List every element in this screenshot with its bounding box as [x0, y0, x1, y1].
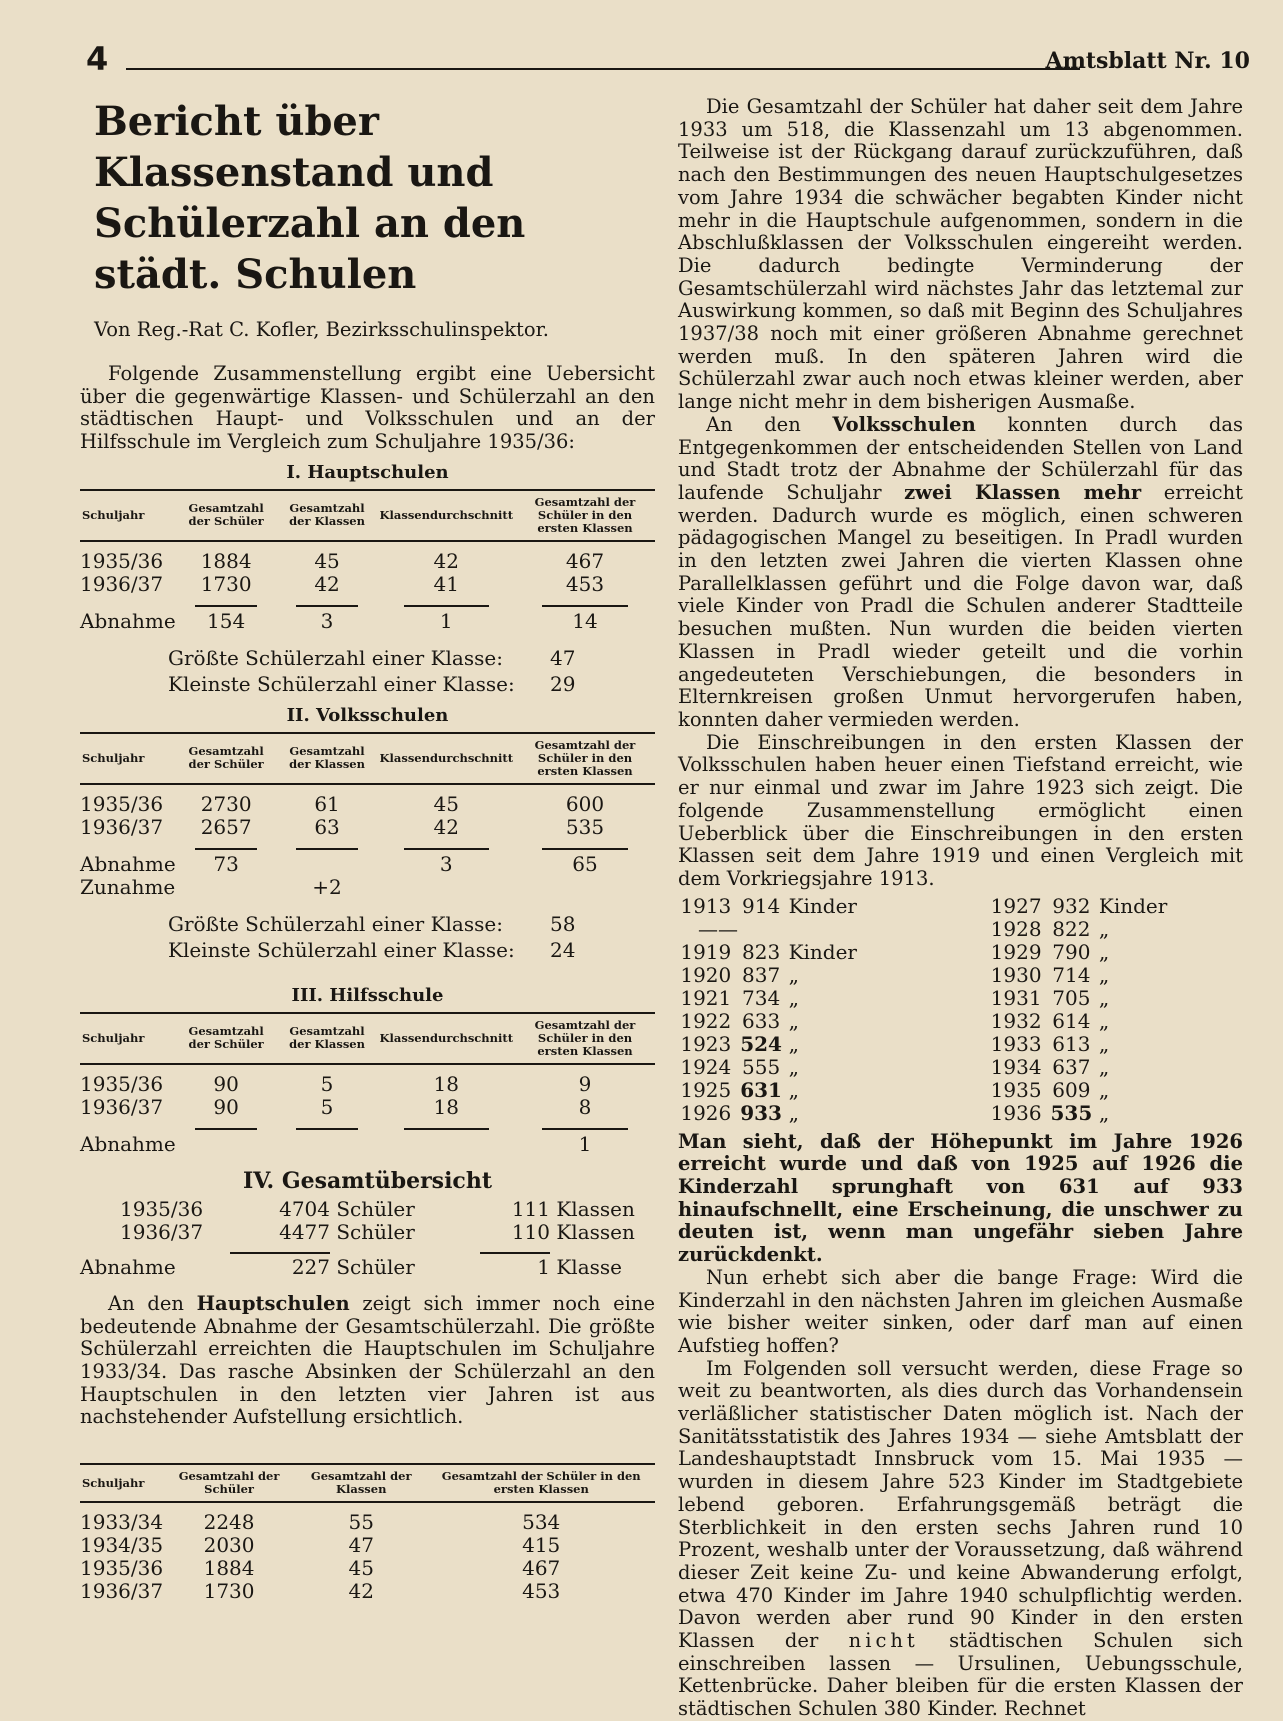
table-row: 1935/36 4704 Schüler 111 Klassen: [120, 1196, 635, 1221]
section-title-gesamt: IV. Gesamtübersicht: [243, 1167, 492, 1194]
right-paragraph-5: Nun erhebt sich aber die bange Frage: Wird die Kinderzahl in den nächsten Jahren im gleichen Ausmaße wie bisher weiter sinken, oder darf man auf einen Aufstieg hoffen?: [678, 1265, 1243, 1357]
section-title-hauptschulen: I. Hauptschulen: [286, 461, 449, 483]
col-header-avg: Klassendurchschnitt: [379, 507, 514, 522]
table-row-increase: Zunahme +2: [80, 874, 342, 899]
publication-name: Amtsblatt Nr. 10: [1045, 48, 1250, 74]
table-row: 1935/36 2730 61 45 600: [80, 791, 605, 816]
section-title-volksschulen: II. Volksschulen: [286, 704, 449, 726]
right-paragraph-2: An den Volksschulen konnten durch das Entgegenkommen der entscheidenden Stellen von Land und Stadt trotz der Abnahme der Schülerzahl für das laufende Schuljahr zwei Klassen mehr erreicht werden. Dadurch wurde es möglich, einen schweren pädagogischen Mangel zu beseitigen. In Pradl wurden in den letzten zwei Jahren die vierten Klassen ohne Parallelklassen geführt und die Folge davon war, daß viele Kinder von Pradl die Schulen anderer Stadtteile besuchen mußten. Nun wurden die beiden vierten Klassen in Pradl wieder geteilt und die vorhin angedeuteten Verschiebungen, die besonders in Elternkreisen großen Unmut hervorgerufen haben, konnten daher vermieden werden.: [678, 412, 1243, 731]
intro-paragraph: Folgende Zusammenstellung ergibt eine Uebersicht über die gegenwärtige Klassen- und Schülerzahl an den städtischen Haupt- und Volksschulen und an der Hilfsschule im Vergleich zum Schuljahre 1935/36:: [80, 362, 655, 454]
table-row-decrease: Abnahme 227 Schüler 1 Klasse: [80, 1254, 622, 1279]
enrollment-row: 1922 633 „ 1932 614 „: [680, 1008, 1110, 1033]
enrollment-row: 1925 631 „ 1935 609 „: [680, 1077, 1110, 1102]
table-row: 1936/37 2657 63 42 535: [80, 814, 605, 839]
section-title-hilfsschule: III. Hilfsschule: [291, 984, 444, 1006]
right-paragraph-1: Die Gesamtzahl der Schüler hat daher seit dem Jahre 1933 um 518, die Klassenzahl um 13 abgenommen. Teilweise ist der Rückgang darauf zurückzuführen, daß nach den Bestimmungen des neuen Hauptschulgesetzes vom Jahre 1934 die schwächer begabten Kinder nicht mehr in die Hauptschule aufgenommen, sondern in die Abschlußklassen der Volksschulen eingereiht werden. Die dadurch bedingte Verminderung der Gesamtschülerzahl wird nächstes Jahr das letztemal zur Auswirkung kommen, so daß mit Beginn des Schuljahres 1937/38 noch mit einer größeren Abnahme gerechnet werden muß. In den späteren Jahren wird die Schülerzahl zwar auch noch etwas kleiner werden, aber lange nicht mehr in dem bisherigen Ausmaße.: [678, 95, 1243, 414]
enrollment-row: 1920 837 „ 1930 714 „: [680, 962, 1110, 987]
page-number: 4: [86, 40, 109, 78]
hauptschulen-trend-table: Schuljahr Gesamtzahl der Schüler Gesamtzahl der Klassen Gesamtzahl der Schüler in den ersten Klassen 1933/34 2248 55 534 1934/35 2030 47 415 1935/36 1884 45 467 1936/37 1730 42 453: [80, 1463, 655, 1603]
article-byline: Von Reg.-Rat C. Kofler, Bezirksschulinspektor.: [94, 318, 550, 341]
table-row: 1934/35 2030 47 415: [80, 1533, 561, 1558]
volksschulen-extremes: Größte Schülerzahl einer Klasse: 58 Kleinste Schülerzahl einer Klasse: 24: [168, 911, 576, 962]
table-row: 1935/36 1884 45 42 467: [80, 548, 605, 573]
hauptschulen-extremes: Größte Schülerzahl einer Klasse: 47 Kleinste Schülerzahl einer Klasse: 29: [168, 645, 576, 696]
table-row: 1933/34 2248 55 534: [80, 1510, 561, 1535]
subtotal-rule: [80, 1119, 655, 1133]
table-row: 1936/37 90 5 18 8: [80, 1094, 592, 1119]
gesamt-table: [80, 1198, 655, 1279]
subtotal-rule: [80, 839, 655, 853]
table-row-decrease: Abnahme 1: [80, 1131, 592, 1156]
article-title: Bericht über Klassenstand und Schülerzahl an den städt. Schulen: [94, 98, 526, 298]
col-header-classes: Gesamtzahl der Klassen: [289, 501, 365, 529]
right-paragraph-3: Die Einschreibungen in den ersten Klassen der Volksschulen haben heuer einen Tiefstand erreicht, wie er nur einmal und zwar im Jahre 1923 sich zeigt. Die folgende Zusammenstellung ermöglicht einen Ueberblick über die Einschreibungen in den ersten Klassen seit dem Jahre 1919 und einen Vergleich mit dem Vorkriegsjahre 1913.: [678, 730, 1243, 890]
enrollment-table: [678, 895, 1243, 1125]
enrollment-row: 1919 823 Kinder 1929 790 „: [680, 939, 1110, 964]
table-row: 1936/37 4477 Schüler 110 Klassen: [120, 1219, 635, 1244]
hauptschulen-table: [80, 489, 655, 633]
left-column: [80, 96, 655, 1603]
table-row-decrease: Abnahme 73 3 65: [80, 851, 598, 876]
enrollment-row: 1924 555 „ 1934 637 „: [680, 1054, 1110, 1079]
enrollment-row: 1913 914 Kinder 1927 932 Kinder: [680, 893, 1168, 918]
subtotal-rule: [80, 596, 655, 610]
table-row: 1936/37 1730 42 41 453: [80, 571, 605, 596]
col-header-students: Gesamtzahl der Schüler: [188, 501, 264, 529]
hilfsschule-table: Schuljahr Gesamtzahl der Schüler Gesamtzahl der Klassen Klassendurchschnitt Gesamtzahl der Schüler in den ersten Klassen 1935/36 90 5 18 9 1936/37 90 5 18 8 Abnahme 1: [80, 1012, 655, 1156]
right-column: [678, 96, 1243, 1721]
table-row-decrease: Abnahme 154 3 1 14: [80, 608, 598, 633]
volksschulen-table: Schuljahr Gesamtzahl der Schüler Gesamtzahl der Klassen Klassendurchschnitt Gesamtzahl der Schüler in den ersten Klassen 1935/36 2730 61 45 600 1936/37 2657 63 42 535 Abnahme 73 3 65 Zunahme +2: [80, 732, 655, 899]
col-header-first: Gesamtzahl der Schüler in den ersten Klassen: [534, 494, 636, 535]
hauptschulen-paragraph: An den Hauptschulen zeigt sich immer noch eine bedeutende Abnahme der Gesamtschülerzahl. Die größte Schülerzahl erreichten die Hauptschulen im Schuljahre 1933/34. Das rasche Absinken der Schülerzahl an den Hauptschulen in den letzten vier Jahren ist aus nachstehender Aufstellung ersichtlich.: [80, 1291, 655, 1429]
enrollment-row: 1926 933 „ 1936 535 „: [680, 1100, 1110, 1125]
table-row: 1935/36 90 5 18 9: [80, 1071, 592, 1096]
enrollment-row: 1923 524 „ 1933 613 „: [680, 1031, 1110, 1056]
enrollment-row: 1921 734 „ 1931 705 „: [680, 985, 1110, 1010]
right-paragraph-4: Man sieht, daß der Höhepunkt im Jahre 1926 erreicht wurde und daß von 1925 auf 1926 die Kinderzahl sprunghaft von 631 auf 933 hinaufschnellt, eine Erscheinung, die unschwer zu deuten ist, wenn man ungefähr sieben Jahre zurückdenkt.: [678, 1129, 1243, 1267]
enrollment-row: —— 1928 822 „: [698, 916, 1110, 941]
table-row: 1936/37 1730 42 453: [80, 1579, 561, 1604]
right-paragraph-6: Im Folgenden soll versucht werden, diese Frage so weit zu beantworten, als dies durch das Vorhandensein verläßlicher statistischer Daten möglich ist. Nach der Sanitätsstatistik des Jahres 1934 — siehe Amtsblatt der Landeshauptstadt Innsbruck vom 15. Mai 1935 — wurden in diesem Jahre 523 Kinder im Stadtgebiete lebend geboren. Erfahrungsgemäß beträgt die Sterblichkeit in den ersten sechs Jahren rund 10 Prozent, weshalb unter der Voraussetzung, daß während dieser Zeit keine Zu- und keine Abwanderung erfolgt, etwa 470 Kinder im Jahre 1940 schulpflichtig werden. Davon werden aber rund 90 Kinder in den ersten Klassen der nicht städtischen Schulen sich einschreiben lassen — Ursulinen, Uebungsschule, Kettenbrücke. Daher bleiben für die ersten Klassen der städtischen Schulen 380 Kinder. Rechnet: [678, 1356, 1243, 1721]
table-row: 1935/36 1884 45 467: [80, 1556, 561, 1581]
page-header: [86, 40, 1250, 80]
col-header-year: Schuljahr: [82, 507, 145, 522]
header-rule: [126, 68, 1080, 70]
